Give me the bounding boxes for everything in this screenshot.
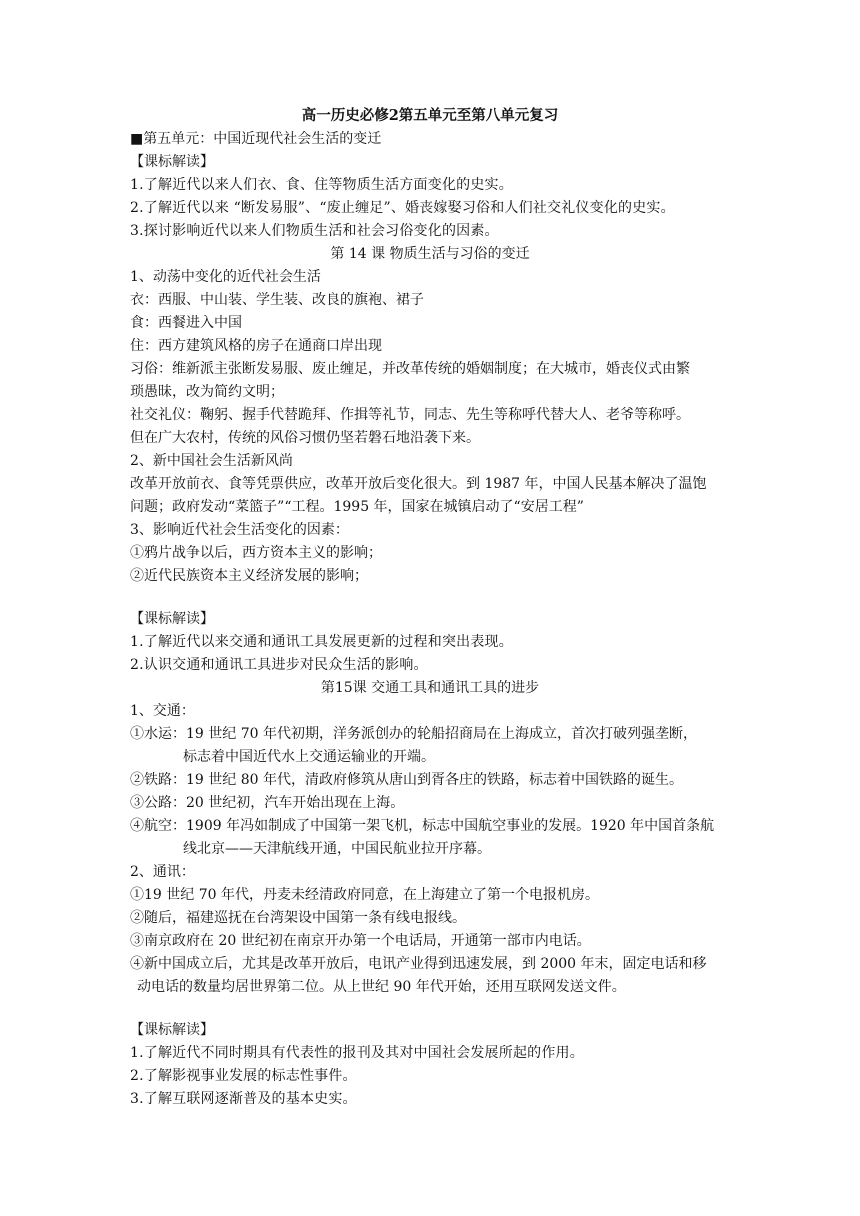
paragraph-line: 社交礼仪：鞠躬、握手代替跪拜、作揖等礼节，同志、先生等称呼代替大人、老爷等称呼。 — [130, 407, 690, 423]
paragraph-line: ②铁路：19 世纪 80 年代，清政府修筑从唐山到胥各庄的铁路，标志着中国铁路的诞生。 — [130, 772, 683, 788]
paragraph-line: 动电话的数量均居世界第二位。从上世纪 90 年代开始，还用互联网发送文件。 — [137, 979, 626, 995]
paragraph-line: ①鸦片战争以后，西方资本主义的影响； — [130, 545, 382, 561]
objective-item: 3.探讨影响近代以来人们物质生活和社会习俗变化的因素。 — [130, 223, 499, 239]
lesson-title: 第15课 交通工具和通讯工具的进步 — [320, 680, 540, 696]
paragraph-line: 衣：西服、中山装、学生装、改良的旗袍、裙子 — [130, 292, 424, 308]
objective-item: 1.了解近代以来交通和通讯工具发展更新的过程和突出表现。 — [130, 634, 513, 650]
paragraph-line: ①水运：19 世纪 70 年代初期，洋务派创办的轮船招商局在上海成立，首次打破列强垄断， — [130, 726, 697, 742]
paragraph-line: 2、新中国社会生活新风尚 — [130, 453, 293, 469]
paragraph-line: ②随后，福建巡抚在台湾架设中国第一条有线电报线。 — [130, 910, 466, 926]
paragraph-line: 标志着中国近代水上交通运输业的开端。 — [183, 749, 435, 765]
paragraph-line: 1、动荡中变化的近代社会生活 — [130, 269, 321, 285]
objective-item: 3.了解互联网逐渐普及的基本史实。 — [130, 1091, 357, 1107]
objective-item: 1.了解近代不同时期具有代表性的报刊及其对中国社会发展所起的作用。 — [130, 1045, 584, 1061]
paragraph-line: 2、通讯： — [130, 864, 195, 880]
paragraph-line: ③南京政府在 20 世纪初在南京开办第一个电话局，开通第一部市内电话。 — [130, 933, 591, 949]
paragraph-line: 线北京——天津航线开通，中国民航业拉开序幕。 — [183, 841, 491, 857]
paragraph-line: ②近代民族资本主义经济发展的影响； — [130, 568, 368, 584]
objective-item: 2.了解近代以来 “断发易服”、“废止缠足”、婚丧嫁娶习俗和人们社交礼仪变化的史实。 — [130, 200, 675, 216]
unit-heading: ■第五单元：中国近现代社会生活的变迁 — [130, 131, 382, 147]
paragraph-line: 食：西餐进入中国 — [130, 315, 242, 331]
section-label: 【课标解读】 — [130, 611, 214, 627]
paragraph-line: 问题；政府发动“菜篮子”“工程。1995 年，国家在城镇启动了“安居工程” — [130, 499, 584, 515]
paragraph-line: ④航空：1909 年冯如制成了中国第一架飞机，标志中国航空事业的发展。1920 年中国首条航 — [130, 818, 715, 834]
paragraph-line: 3、影响近代社会生活变化的因素： — [130, 522, 349, 538]
paragraph-line: ①19 世纪 70 年代，丹麦未经清政府同意，在上海建立了第一个电报机房。 — [130, 887, 599, 903]
paragraph-line: 改革开放前衣、食等凭票供应，改革开放后变化很大。到 1987 年，中国人民基本解决了温饱 — [130, 476, 707, 492]
objective-item: 2.了解影视事业发展的标志性事件。 — [130, 1068, 357, 1084]
section-label: 【课标解读】 — [130, 1022, 214, 1038]
paragraph-line: ④新中国成立后，尤其是改革开放后，电讯产业得到迅速发展，到 2000 年末，固定电话和移 — [130, 956, 707, 972]
paragraph-line: 琐愚昧，改为简约文明； — [130, 384, 284, 400]
page-title: 高一历史必修2第五单元至第八单元复习 — [301, 107, 559, 124]
paragraph-line: ③公路：20 世纪初，汽车开始出现在上海。 — [130, 795, 405, 811]
paragraph-line: 1、交通： — [130, 703, 195, 719]
paragraph-line: 住：西方建筑风格的房子在通商口岸出现 — [130, 338, 382, 354]
objective-item: 1.了解近代以来人们衣、食、住等物质生活方面变化的史实。 — [130, 177, 513, 193]
paragraph-line: 但在广大农村，传统的风俗习惯仍坚若磐石地沿袭下来。 — [130, 430, 480, 446]
paragraph-line: 习俗：维新派主张断发易服、废止缠足，并改革传统的婚姻制度；在大城市，婚丧仪式由繁 — [130, 361, 690, 377]
section-label: 【课标解读】 — [130, 154, 214, 170]
lesson-title: 第 14 课 物质生活与习俗的变迁 — [330, 246, 530, 262]
objective-item: 2.认识交通和通讯工具进步对民众生活的影响。 — [130, 657, 428, 673]
